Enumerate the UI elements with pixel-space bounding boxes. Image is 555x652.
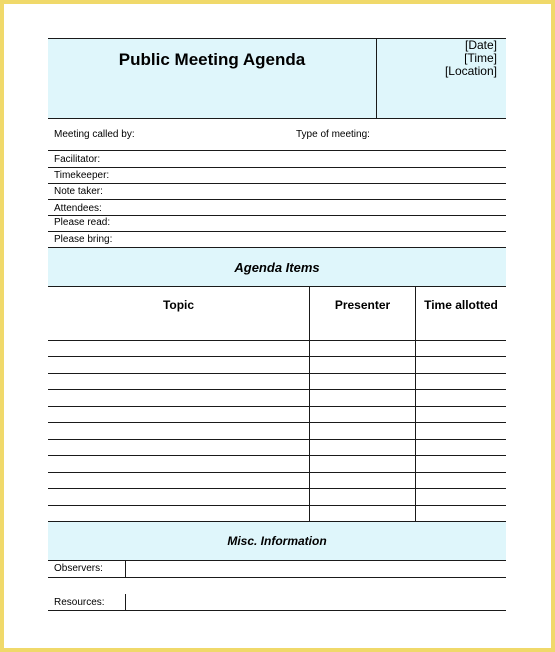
date-placeholder[interactable]: [Date]: [464, 38, 497, 52]
table-row[interactable]: [48, 389, 506, 390]
table-row[interactable]: [48, 472, 506, 473]
please-bring-label: Please bring:: [54, 234, 113, 245]
note-taker-label: Note taker:: [54, 186, 103, 197]
table-row[interactable]: [48, 439, 506, 440]
attendees-label: Attendees:: [54, 203, 102, 214]
table-row[interactable]: [48, 488, 506, 489]
type-of-meeting-label: Type of meeting:: [296, 129, 370, 140]
column-time-allotted: Time allotted: [424, 298, 498, 312]
facilitator-label: Facilitator:: [54, 154, 101, 165]
agenda-items-title: Agenda Items: [234, 260, 320, 275]
timekeeper-label: Timekeeper:: [54, 170, 110, 181]
table-row[interactable]: [48, 406, 506, 407]
table-row[interactable]: [48, 356, 506, 357]
table-row[interactable]: [48, 422, 506, 423]
misc-information-title: Misc. Information: [227, 534, 327, 548]
table-row[interactable]: [48, 373, 506, 374]
meeting-called-by-label: Meeting called by:: [54, 129, 135, 140]
please-read-label: Please read:: [54, 217, 111, 228]
time-placeholder[interactable]: [Time]: [464, 51, 497, 65]
location-placeholder[interactable]: [Location]: [444, 64, 497, 78]
resources-label: Resources:: [54, 597, 105, 608]
page-title: Public Meeting Agenda: [118, 50, 306, 69]
meeting-meta: [445, 39, 497, 78]
column-topic: Topic: [162, 298, 195, 312]
observers-label: Observers:: [54, 563, 103, 574]
table-row[interactable]: [48, 505, 506, 506]
column-presenter: Presenter: [334, 298, 391, 312]
table-row[interactable]: [48, 455, 506, 456]
table-row[interactable]: [48, 340, 506, 341]
